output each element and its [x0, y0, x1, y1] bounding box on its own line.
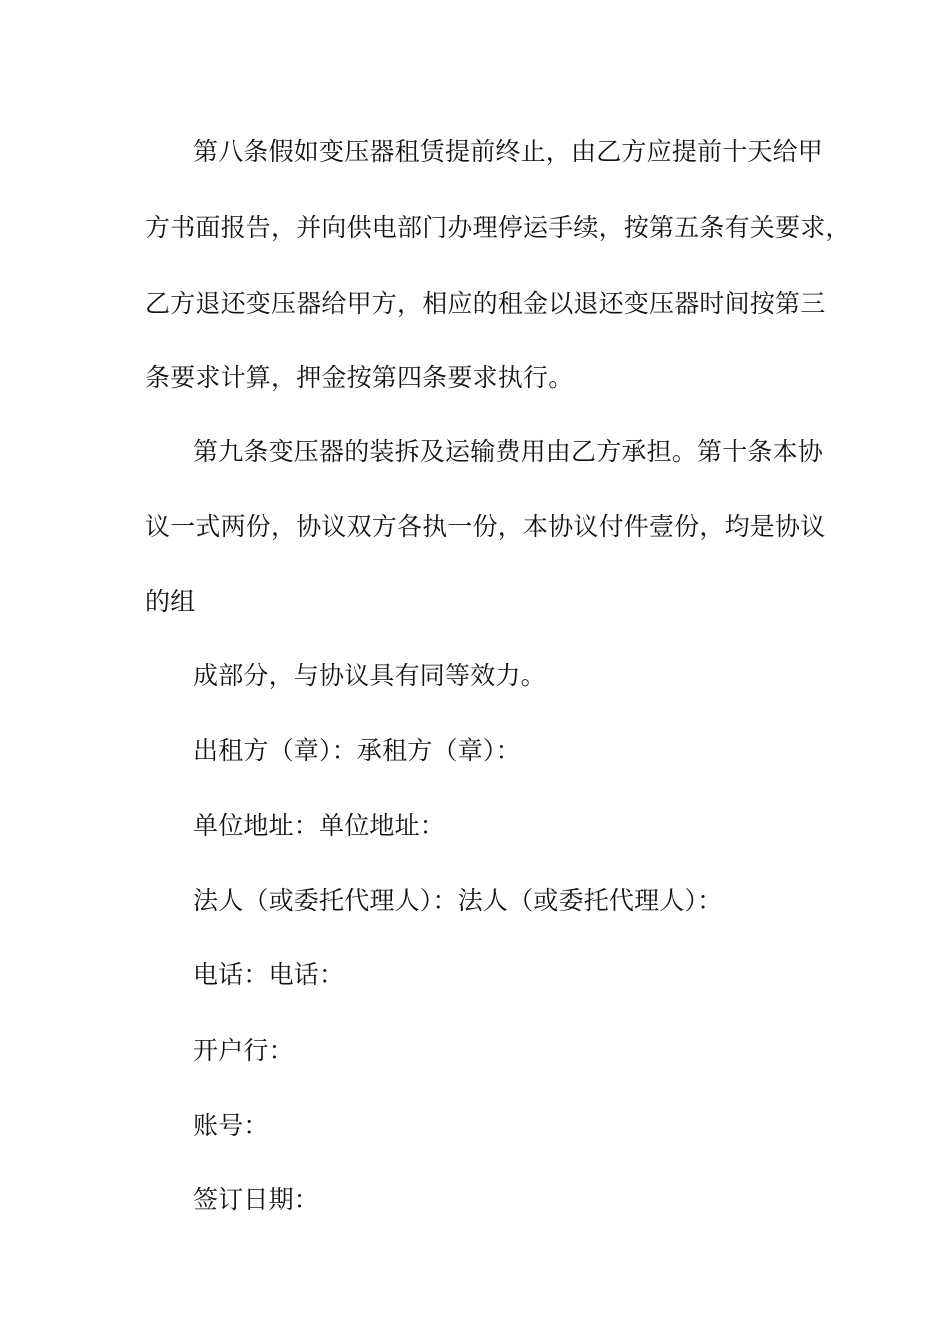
paragraph-line: 方书面报告，并向供电部门办理停运手续，按第五条有关要求， [145, 213, 851, 242]
paragraph-line: 乙方退还变压器给甲方，相应的租金以退还变压器时间按第三 [145, 289, 826, 318]
paragraph-line: 的组 [145, 587, 196, 616]
signature-lessor-lessee: 出租方（章）：承租方（章）： [193, 736, 521, 765]
paragraph-line: 条要求计算，押金按第四条要求执行。 [145, 363, 574, 392]
signature-account: 账号： [193, 1111, 269, 1140]
signature-phone: 电话：电话： [193, 960, 345, 989]
paragraph-line: 成部分，与协议具有同等效力。 [193, 661, 546, 690]
signature-legal-rep: 法人（或委托代理人）：法人（或委托代理人）： [193, 886, 723, 915]
signature-bank: 开户行： [193, 1036, 294, 1065]
signature-sign-date: 签订日期： [193, 1185, 320, 1214]
paragraph-line: 第九条变压器的装拆及运输费用由乙方承担。第十条本协 [193, 437, 824, 466]
paragraph-line: 议一式两份，协议双方各执一份，本协议付件壹份，均是协议 [145, 512, 826, 541]
signature-address: 单位地址：单位地址： [193, 811, 446, 840]
paragraph-line: 第八条假如变压器租赁提前终止，由乙方应提前十天给甲 [193, 137, 824, 166]
